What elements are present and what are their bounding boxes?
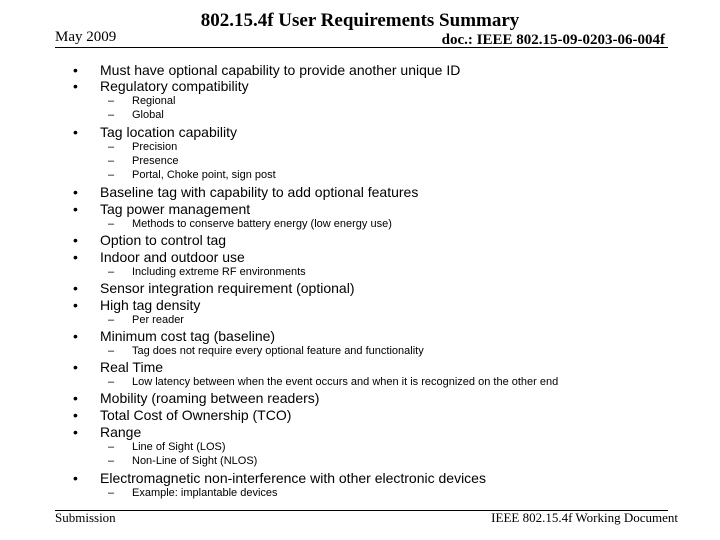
sub-requirement-text: Low latency between when the event occurs and when it is recognized on the other end [132,376,559,388]
dash-marker: – [108,345,115,357]
sub-requirement-text: Line of Sight (LOS) [132,441,226,453]
requirement-text: Option to control tag [100,232,227,248]
requirement-text: Indoor and outdoor use [100,249,245,265]
bullet-marker: • [73,78,78,94]
requirement-text: Electromagnetic non-interference with other electronic devices [100,470,486,486]
bullet-marker: • [73,390,78,406]
sub-requirement-text: Global [132,109,164,121]
bullet-marker: • [73,407,78,423]
requirement-text: Sensor integration requirement (optional) [100,280,355,296]
requirement-text: Total Cost of Ownership (TCO) [100,407,292,423]
sub-requirement-text: Presence [132,155,179,167]
bullet-marker: • [73,184,78,200]
requirement-text: Range [100,424,142,440]
dash-marker: – [108,95,115,107]
requirement-text: Must have optional capability to provide another unique ID [100,62,461,78]
requirement-text: High tag density [100,297,201,313]
dash-marker: – [108,314,115,326]
dash-marker: – [108,109,115,121]
bullet-marker: • [73,328,78,344]
bullet-marker: • [73,62,78,78]
dash-marker: – [108,455,115,467]
slide-title: 802.15.4f User Requirements Summary [200,10,520,31]
sub-requirement-text: Tag does not require every optional feature and functionality [132,345,424,357]
dash-marker: – [108,441,115,453]
bullet-marker: • [73,297,78,313]
requirement-text: Regulatory compatibility [100,78,249,94]
bullet-marker: • [73,249,78,265]
sub-requirement-text: Per reader [132,314,184,326]
bullet-marker: • [73,201,78,217]
dash-marker: – [108,169,115,181]
bullet-marker: • [73,124,78,140]
bullet-marker: • [73,359,78,375]
bullet-marker: • [73,424,78,440]
sub-requirement-text: Regional [132,95,176,107]
requirement-text: Baseline tag with capability to add optional features [100,184,419,200]
requirement-text: Tag location capability [100,124,237,140]
sub-requirement-text: Portal, Choke point, sign post [132,169,276,181]
bullet-marker: • [73,280,78,296]
dash-marker: – [108,155,115,167]
dash-marker: – [108,218,115,230]
bullet-marker: • [73,470,78,486]
sub-requirement-text: Non-Line of Sight (NLOS) [132,455,258,467]
dash-marker: – [108,141,115,153]
footer-submission: Submission [55,510,116,525]
dash-marker: – [108,266,115,278]
dash-marker: – [108,376,115,388]
requirement-text: Minimum cost tag (baseline) [100,328,276,344]
requirement-text: Real Time [100,359,164,375]
dash-marker: – [108,487,115,499]
requirement-text: Mobility (roaming between readers) [100,390,320,406]
sub-requirement-text: Including extreme RF environments [132,266,306,278]
bullet-marker: • [73,232,78,248]
document-id: doc.: IEEE 802.15-09-0203-06-004f [441,32,665,48]
header-date: May 2009 [55,29,117,45]
footer-working-document: IEEE 802.15.4f Working Document [491,510,678,525]
sub-requirement-text: Example: implantable devices [132,487,278,499]
sub-requirement-text: Precision [132,141,178,153]
requirement-text: Tag power management [100,201,251,217]
sub-requirement-text: Methods to conserve battery energy (low energy use) [132,218,392,230]
